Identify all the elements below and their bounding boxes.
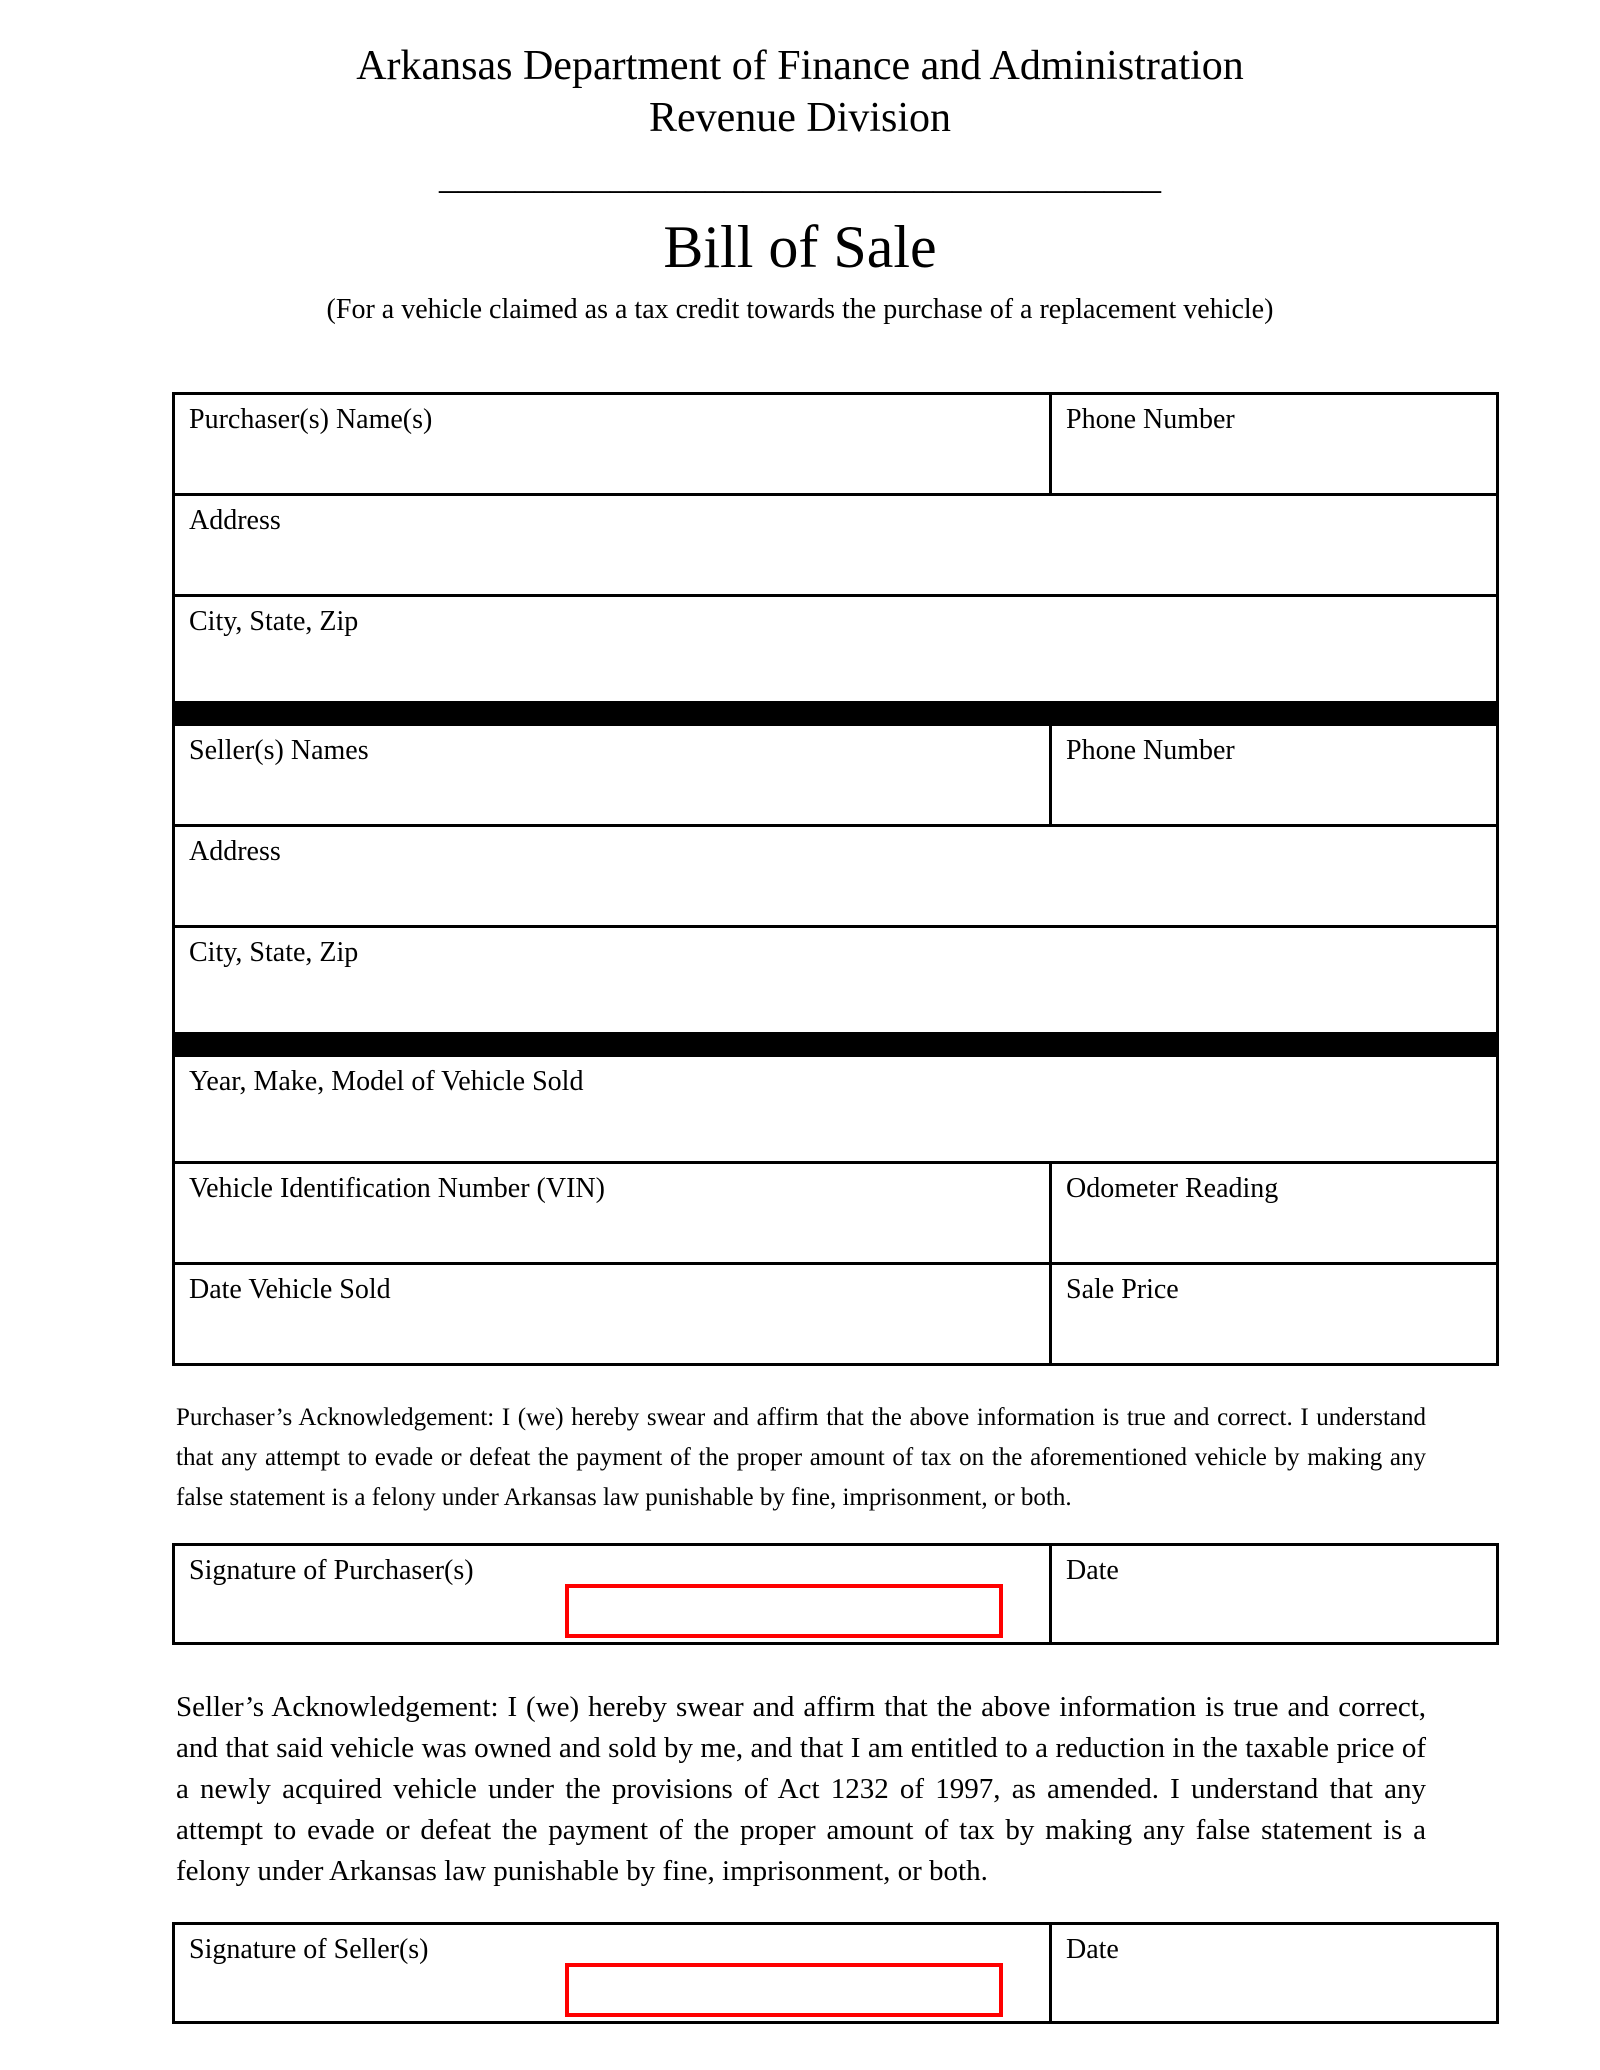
form-title: Bill of Sale [663,214,937,280]
date-sold-cell[interactable] [174,1264,1051,1365]
purchaser-signature-cell[interactable] [174,1545,1051,1644]
purchaser-city-state-zip-cell[interactable] [174,596,1498,703]
sale-price-cell[interactable] [1051,1264,1498,1365]
purchaser-address-label: Address [189,505,281,536]
form-subtitle: (For a vehicle claimed as a tax credit towards the purchase of a replacement vehicle) [326,294,1274,325]
vin-label: Vehicle Identification Number (VIN) [189,1173,605,1204]
purchaser-name-cell[interactable] [174,394,1051,495]
seller-name-label: Seller(s) Names [189,735,369,766]
purchaser-signature-box[interactable] [565,1584,1003,1638]
year-make-model-label: Year, Make, Model of Vehicle Sold [189,1066,584,1097]
vehicle-info-table [172,392,1499,1366]
seller-address-label: Address [189,836,281,867]
vin-cell[interactable] [174,1163,1051,1264]
purchaser-phone-cell[interactable] [1051,394,1498,495]
purchaser-address-cell[interactable] [174,495,1498,596]
header-rule: ______________________________________ [439,155,1161,197]
year-make-model-cell[interactable] [174,1056,1498,1163]
section-divider-bar [174,703,1498,725]
seller-signature-cell[interactable] [174,1924,1051,2023]
seller-signature-label: Signature of Seller(s) [189,1934,429,1965]
purchaser-acknowledgement-text: Purchaser’s Acknowledgement: I (we) hereby swear and affirm that the above information is true and correct. I understand that any attempt to evade or defeat the payment of the proper amount of tax on the aforementioned vehicle by making any false statement is a felony under Arkansas law punishable by fine, imprisonment, or both. [176,1404,1426,1511]
purchaser-date-label: Date [1066,1555,1119,1586]
seller-acknowledgement-text: Seller’s Acknowledgement: I (we) hereby swear and affirm that the above information is true and correct, and that said vehicle was owned and sold by me, and that I am entitled to a reduction in the taxable price of a newly acquired vehicle under the provisions of Act 1232 of 1997, as amended. I understand that any attempt to evade or defeat the payment of the proper amount of tax by making any false statement is a felony under Arkansas law punishable by fine, imprisonment, or both. [176,1691,1426,1887]
seller-address-cell[interactable] [174,826,1498,927]
purchaser-signature-table [172,1543,1499,1645]
seller-name-cell[interactable] [174,725,1051,826]
seller-city-state-zip-cell[interactable] [174,927,1498,1034]
date-sold-label: Date Vehicle Sold [189,1274,391,1305]
odometer-cell[interactable] [1051,1163,1498,1264]
purchaser-name-label: Purchaser(s) Name(s) [189,404,433,435]
purchaser-city-state-zip-label: City, State, Zip [189,606,359,637]
odometer-label: Odometer Reading [1066,1173,1279,1204]
seller-signature-box[interactable] [565,1963,1003,2017]
seller-date-label: Date [1066,1934,1119,1965]
purchaser-signature-label: Signature of Purchaser(s) [189,1555,474,1586]
purchaser-date-cell[interactable] [1051,1545,1498,1644]
agency-name: Arkansas Department of Finance and Administration [356,43,1244,89]
purchaser-phone-label: Phone Number [1066,404,1235,435]
form-header [0,40,1600,328]
division-name: Revenue Division [648,95,952,141]
seller-phone-label: Phone Number [1066,735,1235,766]
seller-signature-table [172,1922,1499,2024]
seller-city-state-zip-label: City, State, Zip [189,937,359,968]
seller-date-cell[interactable] [1051,1924,1498,2023]
seller-phone-cell[interactable] [1051,725,1498,826]
sale-price-label: Sale Price [1066,1274,1179,1305]
section-divider-bar [174,1034,1498,1056]
